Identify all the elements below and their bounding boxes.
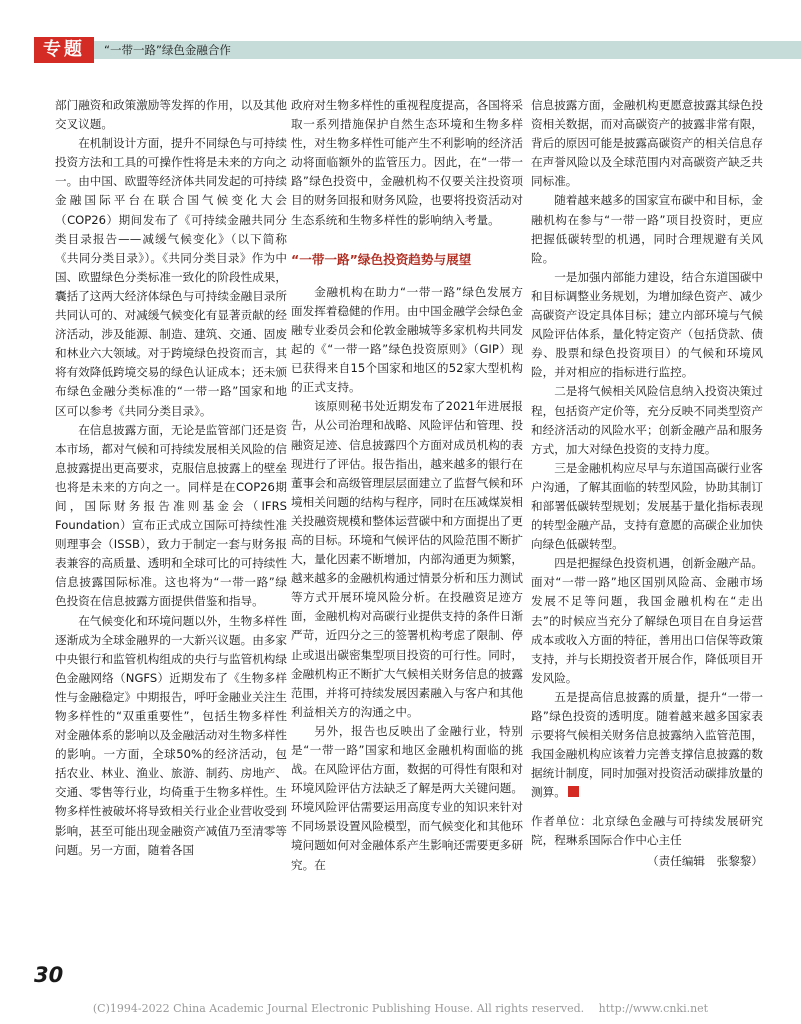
column-title: “一带一路”绿色金融合作 [104, 43, 231, 57]
text-column-3 [531, 96, 763, 872]
paragraph: 一是加强内部能力建设，结合东道国碳中和目标调整业务规划，为增加绿色资产、减少高碳资产设定具体目标；建立内部环境与气候风险评估体系，量化特定资产（包括贷款、债券、股票和绿色投资项目）的气候和环境风险，并对相应的指标进行监控。 [531, 269, 763, 380]
column-header [0, 37, 801, 63]
text-column-2 [291, 96, 523, 875]
paragraph: 随着越来越多的国家宣布碳中和目标，金融机构在参与“一带一路”项目投资时，更应把握低碳转型的机遇，同时合理规避有关风险。 [531, 193, 763, 265]
paragraph: 四是把握绿色投资机遇，创新金融产品。面对“一带一路”地区国别风险高、金融市场发展不足等问题，我国金融机构在“走出去”的时候应当充分了解绿色项目在自身运营成本或收入方面的特征，善用出口信保等政策支持，并与长期投资者开展合作，降低项目开发风险。 [531, 556, 763, 685]
paragraph: 信息披露方面，金融机构更愿意披露其绿色投资相关数据，而对高碳资产的披露非常有限，背后的原因可能是披露高碳资产的相关信息存在声誉风险以及全球范围内对高碳资产缺乏共同标准。 [531, 98, 763, 189]
paragraph: 金融机构在助力“一带一路”绿色发展方面发挥着稳健的作用。由中国金融学会绿色金融专业委员会和伦敦金融城等多家机构共同发起的《“一带一路”绿色投资原则》（GIP）现已获得来自15个国家和地区的52家大型机构的正式支持。 [291, 284, 523, 395]
section-badge: 专题 [34, 37, 94, 63]
paragraph: 另外，报告也反映出了金融行业，特别是“一带一路”国家和地区金融机构面临的挑战。在风险评估方面，数据的可得性有限和对环境风险评估方法缺乏了解是两大关键问题。环境风险评估需要运用高度专业的知识来针对不同场景设置风险模型，而气候变化和其他环境问题如何对金融体系产生影响还需要更多研究。在 [291, 723, 523, 872]
paragraph: 在机制设计方面，提升不同绿色与可持续投资方法和工具的可操作性将是未来的方向之一。由中国、欧盟等经济体共同发起的可持续金融国际平台在联合国气候变化大会（COP26）期间发布了《可持续金融共同分类目录报告——减缓气候变化》（以下简称《共同分类目录》）。《共同分类目录》作为中国、欧盟绿色分类标准一致化的阶段性成果，囊括了这两大经济体绿色与可持续金融目录所共同认可的、对减缓气候变化有显著贡献的经济活动，涉及能源、制造、建筑、交通、固废和林业六大领域。对于跨境绿色投资而言，其将有效降低跨境交易的绿色认证成本；还未颁布绿色金融分类标准的“一带一路”国家和地区可以参考《共同分类目录》。 [55, 136, 287, 418]
paragraph: 该原则秘书处近期发布了2021年进展报告，从公司治理和战略、风险评估和管理、投融资足迹、信息披露四个方面对成员机构的表现进行了评估。报告指出，越来越多的银行在董事会和高级管理层层面建立了监督气候和环境相关问题的结构与程序，同时在压减煤炭相关投融资规模和整体运营碳中和方面提出了更高的目标。环境和气候评估的风险范围不断扩大，量化因素不断增加，内部沟通更为频繁，越来越多的金融机构通过情景分析和压力测试等方式开展环境风险分析。在投融资足迹方面，金融机构对高碳行业提供支持的条件日渐严苛，近四分之三的签署机构考虑了限制、停止或退出碳密集型项目投资的可行性。同时，金融机构正不断扩大气候相关财务信息的披露范围，并将可持续发展因素融入与客户和其他利益相关方的沟通之中。 [291, 399, 523, 719]
paragraph-text: 五是提高信息披露的质量，提升“一带一路”绿色投资的透明度。随着越来越多国家表示要将气候相关财务信息披露纳入监管范围，我国金融机构应该着力完善支撑信息披露的数据统计制度，同时加强对投资活动碳排放量的测算。 [531, 689, 763, 800]
paragraph: 在气候变化和环境问题以外，生物多样性逐渐成为全球金融界的一大新兴议题。由多家中央银行和监管机构组成的央行与监管机构绿色金融网络（NGFS）近期发布了《生物多样性与金融稳定》中期报告，呼吁金融业关注生物多样性的“双重重要性”，包括生物多样性对金融体系的影响以及金融活动对生物多样性的影响。一方面，全球50%的经济活动，包括农业、林业、渔业、旅游、制药、房地产、交通、零售等行业，均倚重于生物多样性。生物多样性被破坏将导致相关行业企业营收受到影响，甚至可能出现金融资产减值乃至清零等问题。另一方面，随着各国 [55, 613, 287, 857]
final-paragraph [531, 688, 763, 803]
section-heading: “一带一路”绿色投资趋势与展望 [291, 251, 472, 267]
author-affiliation: 作者单位：北京绿色金融与可持续发展研究院，程琳系国际合作中心主任 [531, 814, 763, 848]
copyright-footer: (C)1994-2022 China Academic Journal Electronic Publishing House. All rights reserved. http://www.cnki.net [92, 1002, 709, 1015]
page-number: 30 [34, 963, 64, 987]
paragraph: 部门融资和政策激励等发挥的作用，以及其他交叉议题。 [55, 98, 287, 132]
paragraph: 在信息披露方面，无论是监管部门还是资本市场，都对气候和可持续发展相关风险的信息披露提出更高要求，克服信息披露上的壁垒也将是未来的方向之一。同样是在COP26期间，国际财务报告准则基金会（IFRS Foundation）宣布正式成立国际可持续性准则理事会（ISSB），致力于制定一套与财务报表兼容的高质量、透明和全球可比的可持续性信息披露国际标准。这也将为“一带一路”绿色投资在信息披露方面提供借鉴和指导。 [55, 422, 287, 609]
paragraph: 政府对生物多样性的重视程度提高，各国将采取一系列措施保护自然生态环境和生物多样性，对生物多样性可能产生不利影响的经济活动将面临额外的监管压力。因此，在“一带一路”绿色投资中，金融机构不仅要关注投资项目的财务回报和财务风险，也要将投资活动对生态系统和生物多样性的影响纳入考量。 [291, 98, 523, 227]
text-column-1 [55, 96, 287, 860]
paragraph: 二是将气候相关风险信息纳入投资决策过程，包括资产定价等，充分反映不同类型资产和经济活动的风险水平；创新金融产品和服务方式，加大对绿色投资的支持力度。 [531, 384, 763, 456]
responsible-editor: （责任编辑 张黎黎） [647, 854, 763, 869]
end-of-article-mark [568, 786, 579, 797]
paragraph: 三是金融机构应尽早与东道国高碳行业客户沟通，了解其面临的转型风险，协助其制订和部署低碳转型规划；发展基于量化指标表现的转型金融产品，支持有意愿的高碳企业加快向绿色低碳转型。 [531, 460, 763, 552]
